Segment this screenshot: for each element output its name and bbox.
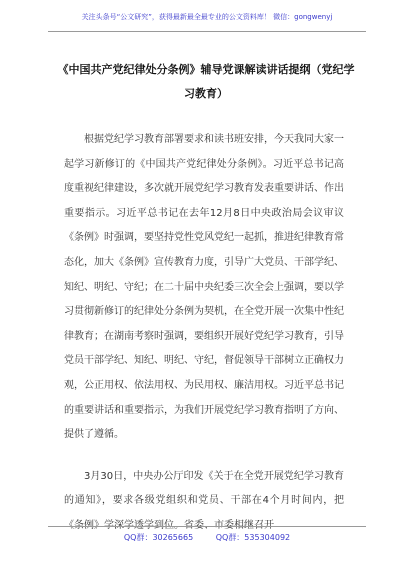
document-body (64, 128, 344, 556)
paragraph-2: 3月30日，中央办公厅印发《关于在全党开展党纪学习教育的通知》，要求各级党组织和党员、干部在4个月时间内，把 (64, 470, 344, 507)
footer-divider (48, 526, 366, 527)
document-title: 《中国共产党纪律处分条例》辅导党课解读讲话提纲（党纪学习教育） (57, 63, 355, 100)
footer (48, 532, 366, 543)
paragraph-1: 根据党纪学习教育部署要求和读书班安排，今天我同大家一起学习新修订的《中国共产党纪律处分条例》。习近平总书记高度重视纪律建设，多次就开展党纪学习教育发表重要讲话、作出重要指示。习近平总书记在去年12月8日中央政治局会议审议《条例》时强调，要坚持党性党风党纪一起抓，推进纪律教育常态化，加大《条例》宣传教育力度，引导广大党员、干部学纪、知纪、明纪、守纪；在二十届中央纪委三次全会上强调，要以学习贯彻新修订的纪律处分条例为契机，在全党开展一次集中性纪律教育；在湖南考察时强调，要组织开展好党纪学习教育，引导党员干部学纪、知纪、明纪、守纪，督促领导干部树立正确权力观，公正用权、依法用权、为民用权、廉洁用权。习近平总书记的重要讲话和重要指示，为我们开展党纪学习教育指明了方向、提供了遵循。 (64, 134, 344, 441)
footer-qq-group-1: QQ群：30265665 (123, 533, 194, 542)
header-divider (48, 31, 366, 32)
header-note: 关注头条号“公文研究”，获得最新最全最专业的公文资料库！ 微信：gongwenyj (81, 13, 333, 21)
footer-qq-group-2: QQ群：535304092 (215, 533, 291, 542)
